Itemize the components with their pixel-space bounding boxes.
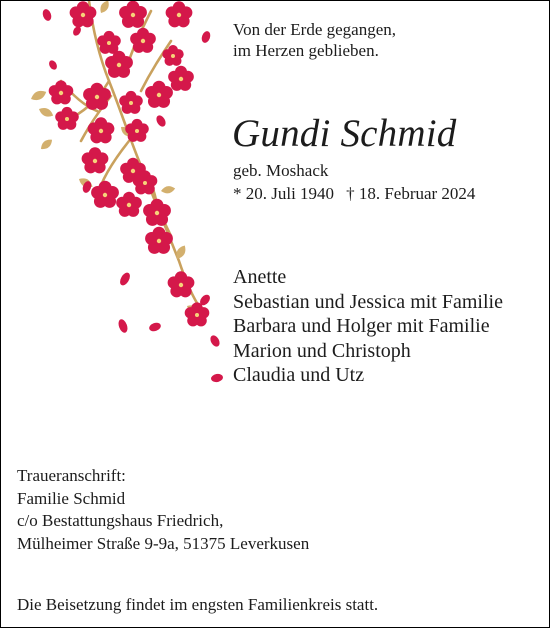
cherry-blossom-branch-icon	[1, 1, 231, 401]
address-line-2: c/o Bestattungshaus Friedrich,	[17, 511, 224, 530]
motto	[233, 19, 396, 61]
mourner-name: Claudia und Utz	[233, 364, 365, 386]
maiden-name: geb. Moshack	[233, 161, 329, 180]
mourner-name: Barbara und Holger mit Familie	[233, 315, 490, 337]
motto-line-1: Von der Erde gegangen,	[233, 20, 397, 39]
death-date: † 18. Februar 2024	[346, 184, 476, 203]
mourners-list	[233, 265, 503, 388]
mourning-address	[17, 465, 309, 555]
burial-notice: Die Beisetzung findet im engsten Familienkreis statt.	[17, 595, 379, 614]
address-line-1: Familie Schmid	[17, 488, 126, 508]
birth-date: * 20. Juli 1940	[233, 184, 335, 203]
mourner-name: Marion und Christoph	[233, 339, 411, 362]
deceased-name: Gundi Schmid	[232, 112, 457, 155]
motto-line-2: im Herzen geblieben.	[233, 41, 379, 60]
life-dates	[233, 183, 475, 204]
address-line-3: Mülheimer Straße 9-9a, 51375 Leverkusen	[17, 533, 310, 553]
address-label: Traueranschrift:	[17, 466, 126, 485]
mourner-name: Sebastian und Jessica mit Familie	[233, 290, 503, 313]
mourner-name: Anette	[233, 266, 287, 288]
